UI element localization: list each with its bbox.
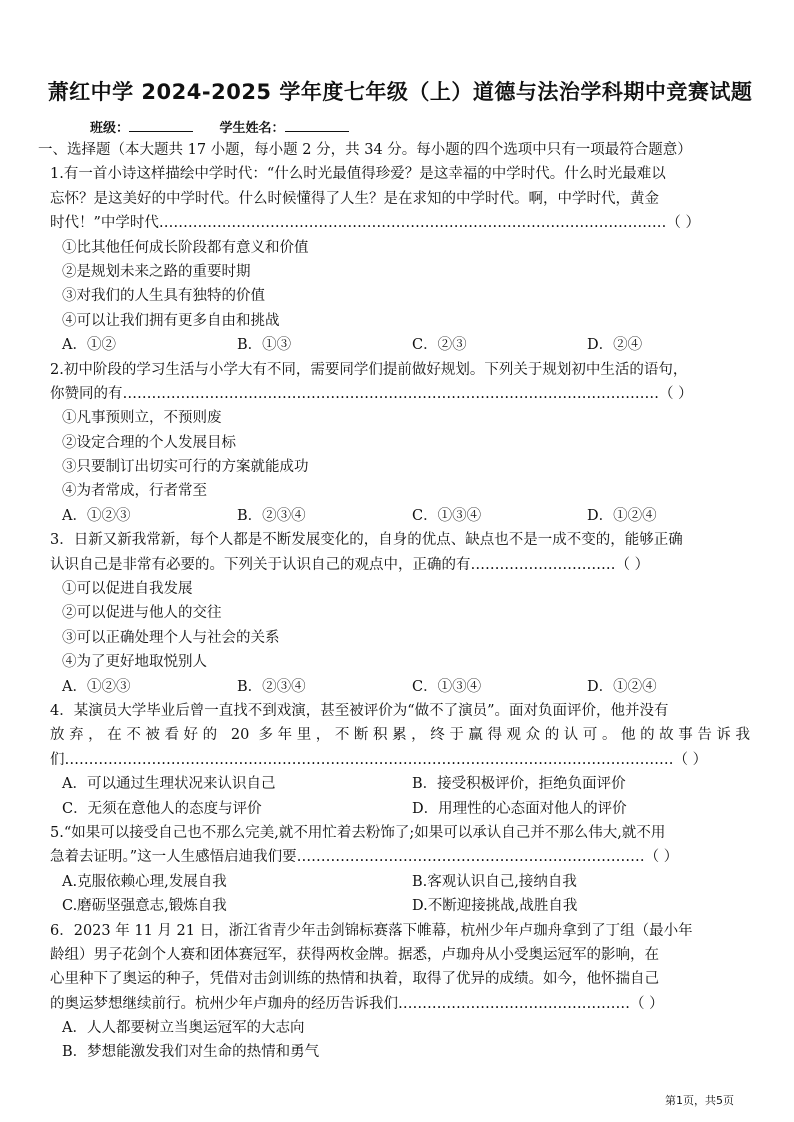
answer-options xyxy=(50,797,750,821)
option-a: A．可以通过生理状况来认识自己 xyxy=(62,776,276,793)
option-d: D．②④ xyxy=(587,337,643,354)
question-text-line: 忘怀？是这美好的中学时代。什么时候懂得了人生？是在求知的中学时代。啊，中学时代，黄金 xyxy=(50,190,659,207)
class-blank xyxy=(129,119,193,132)
name-blank xyxy=(285,119,349,132)
answer-options xyxy=(50,333,750,357)
option-c: C．无须在意他人的态度与评价 xyxy=(62,800,262,817)
option-a: A．人人都要树立当奥运冠军的大志向 xyxy=(62,1020,305,1037)
option-a: A.克服依赖心理,发展自我 xyxy=(62,873,227,890)
statement-item: ④为者常成，行者常至 xyxy=(62,483,207,500)
option-b: B．梦想能激发我们对生命的热情和勇气 xyxy=(62,1044,320,1061)
answer-options xyxy=(50,675,750,699)
option-c: C．②③ xyxy=(412,337,467,354)
question-text-line: 心里种下了奥运的种子，凭借对击剑训练的热情和执着，取得了优异的成绩。如今，他怀揣自己 xyxy=(50,971,659,988)
student-info xyxy=(90,117,349,136)
question-text-line: 2.初中阶段的学习生活与小学大有不同，需要同学们提前做好规划。下列关于规划初中生活的语句， xyxy=(50,361,688,378)
question-5 xyxy=(50,821,750,919)
question-text-line: 放弃，在不被看好的 20 多年里，不断积累，终于赢得观众的认可。他的故事告诉我 xyxy=(50,727,750,744)
question-text-line: 急着去证明。”这一人生感悟启迪我们要………………………………………………………………（ ） xyxy=(50,849,679,866)
answer-options xyxy=(50,894,750,918)
option-d: D.不断迎接挑战,战胜自我 xyxy=(412,898,578,915)
question-text-line: 你赞同的有…………………………………………………………………………………………………（ ） xyxy=(50,385,693,402)
statement-item: ①凡事预则立，不预则废 xyxy=(62,410,222,427)
option-c: C．①③④ xyxy=(412,678,482,695)
question-text-line: 1.有一首小诗这样描绘中学时代：“什么时光最值得珍爱？是这幸福的中学时代。什么时光最难以 xyxy=(50,166,666,183)
statement-item: ②是规划未来之路的重要时期 xyxy=(62,263,251,280)
statement-item: ①可以促进自我发展 xyxy=(62,581,193,598)
statement-item: ①比其他任何成长阶段都有意义和价值 xyxy=(62,239,309,256)
statement-item: ③只要制订出切实可行的方案就能成功 xyxy=(62,459,309,476)
option-d: D．用理性的心态面对他人的评价 xyxy=(412,800,627,817)
option-d: D．①②④ xyxy=(587,678,657,695)
option-b: B.客观认识自己,接纳自我 xyxy=(412,873,577,890)
answer-options xyxy=(50,504,750,528)
answer-options xyxy=(50,870,750,894)
option-a: A．①②③ xyxy=(62,507,131,524)
statement-item: ②可以促进与他人的交往 xyxy=(62,605,222,622)
question-text-line: 龄组）男子花剑个人赛和团体赛冠军，获得两枚金牌。据悉，卢珈舟从小受奥运冠军的影响，在 xyxy=(50,946,659,963)
statement-item: ④为了更好地取悦别人 xyxy=(62,654,207,671)
question-text-line: 6．2023 年 11 月 21 日，浙江省青少年击剑锦标赛落下帷幕，杭州少年卢珈舟拿到了丁组（最小年 xyxy=(50,922,693,939)
question-6 xyxy=(50,919,750,1065)
question-text-line: 4．某演员大学毕业后曾一直找不到戏演，甚至被评价为“做不了演员”。面对负面评价，他并没有 xyxy=(50,702,669,719)
option-b: B．②③④ xyxy=(237,507,306,524)
question-text-line: 5.“如果可以接受自己也不那么完美,就不用忙着去粉饰了;如果可以承认自己并不那么伟大,就不用 xyxy=(50,824,666,841)
option-c: C．①③④ xyxy=(412,507,482,524)
option-b: B．接受积极评价，拒绝负面评价 xyxy=(412,776,626,793)
question-4 xyxy=(50,699,750,821)
questions xyxy=(38,138,750,1065)
question-text-line: 的奥运梦想继续前行。杭州少年卢珈舟的经历告诉我们…………………………………………（ ） xyxy=(50,995,664,1012)
option-b: B．②③④ xyxy=(237,678,306,695)
question-1 xyxy=(50,162,750,357)
exam-title: 萧红中学 2024-2025 学年度七年级（上）道德与法治学科期中竞赛试题 xyxy=(47,80,753,104)
question-text-line: 们………………………………………………………………………………………………………………（ ） xyxy=(50,751,708,768)
option-c: C.磨砺坚强意志,锻炼自我 xyxy=(62,898,227,915)
question-3 xyxy=(50,528,750,699)
name-label: 学生姓名： xyxy=(219,121,285,136)
answer-options xyxy=(50,772,750,796)
question-text-line: 时代！”中学时代……………………………………………………………………………………………（ ） xyxy=(50,215,701,232)
class-label: 班级： xyxy=(90,121,130,136)
option-a: A．①② xyxy=(62,337,116,354)
question-text-line: 3．日新又新我常新，每个人都是不断发展变化的，自身的优点、缺点也不是一成不变的，能够正确 xyxy=(50,532,683,549)
question-text-line: 认识自己是非常有必要的。下列关于认识自己的观点中，正确的有…………………………（ ） xyxy=(50,556,650,573)
question-2 xyxy=(50,358,750,529)
section-heading: 一、选择题（本大题共 17 小题，每小题 2 分，共 34 分。每小题的四个选项中只有一项最符合题意） xyxy=(38,142,692,158)
page-number: 第1页，共5页 xyxy=(665,1094,734,1107)
statement-item: ③对我们的人生具有独特的价值 xyxy=(62,288,265,305)
statement-item: ④可以让我们拥有更多自由和挑战 xyxy=(62,312,280,329)
statement-item: ②设定合理的个人发展目标 xyxy=(62,434,236,451)
option-a: A．①②③ xyxy=(62,678,131,695)
statement-item: ③可以正确处理个人与社会的关系 xyxy=(62,629,280,646)
option-d: D．①②④ xyxy=(587,507,657,524)
option-b: B．①③ xyxy=(237,337,292,354)
